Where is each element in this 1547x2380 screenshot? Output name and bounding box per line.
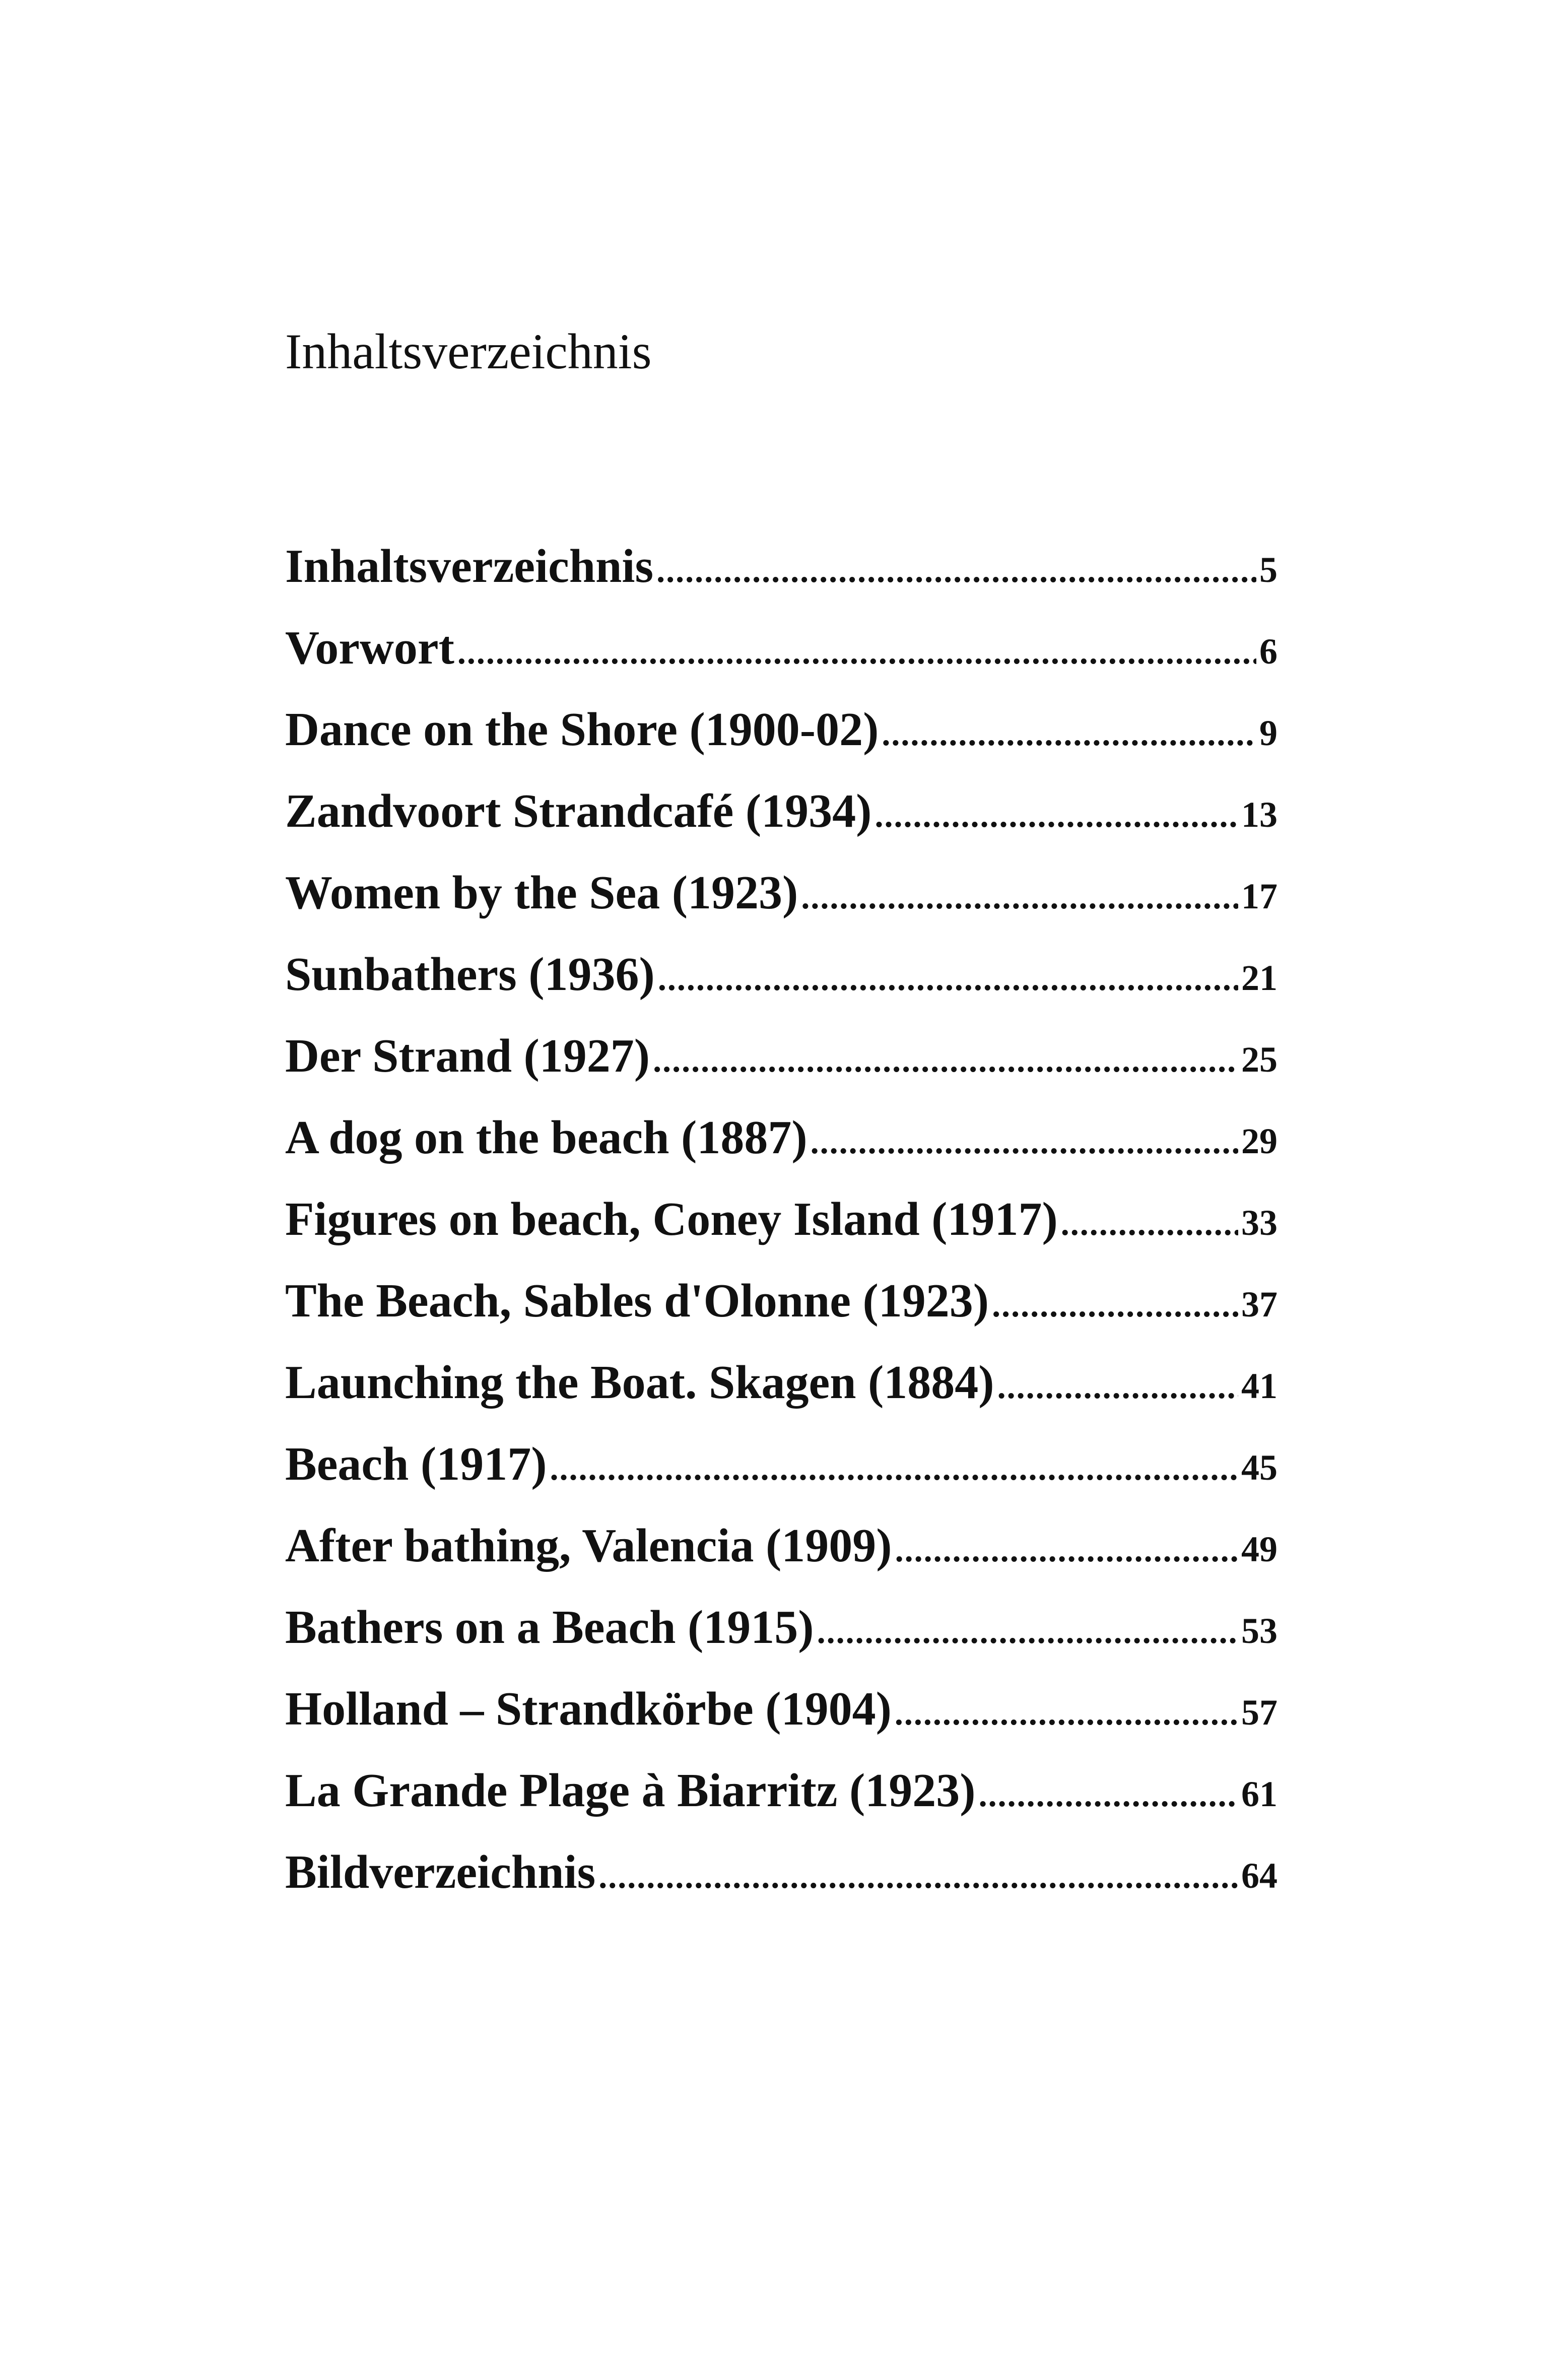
toc-entry-title: Beach (1917) <box>285 1438 547 1490</box>
toc-entry-page: 25 <box>1241 1039 1277 1080</box>
table-of-contents <box>285 539 1277 1927</box>
toc-entry-title: Bildverzeichnis <box>285 1846 596 1898</box>
toc-entry-inhaltsverzeichnis[interactable] <box>285 539 1277 621</box>
dot-leader <box>658 959 1238 999</box>
toc-entry-title: The Beach, Sables d'Olonne (1923) <box>285 1275 989 1327</box>
toc-entry-page: 9 <box>1259 713 1277 753</box>
dot-leader <box>817 1612 1238 1651</box>
toc-entry-bildverzeichnis[interactable] <box>285 1845 1277 1927</box>
toc-entry-page: 17 <box>1241 876 1277 916</box>
toc-entry-sunbathers[interactable] <box>285 947 1277 1029</box>
dot-leader <box>598 1857 1238 1896</box>
dot-leader <box>979 1775 1238 1815</box>
page-title: Inhaltsverzeichnis <box>285 323 652 379</box>
toc-entry-title: Bathers on a Beach (1915) <box>285 1601 814 1654</box>
dot-leader <box>656 551 1256 590</box>
toc-entry-page: 37 <box>1241 1284 1277 1325</box>
dot-leader <box>801 877 1238 917</box>
toc-entry-page: 13 <box>1241 795 1277 835</box>
toc-entry-women-by-the-sea[interactable] <box>285 866 1277 947</box>
toc-entry-page: 61 <box>1241 1774 1277 1814</box>
toc-entry-title: Vorwort <box>285 622 454 674</box>
toc-entry-launching-the-boat[interactable] <box>285 1355 1277 1437</box>
toc-entry-title: La Grande Plage à Biarritz (1923) <box>285 1764 976 1817</box>
toc-entry-beach[interactable] <box>285 1437 1277 1518</box>
toc-entry-page: 5 <box>1259 550 1277 590</box>
toc-entry-title: A dog on the beach (1887) <box>285 1111 808 1164</box>
toc-entry-the-beach-sables[interactable] <box>285 1274 1277 1355</box>
toc-entry-zandvoort-strandcafe[interactable] <box>285 784 1277 866</box>
dot-leader <box>1061 1204 1238 1243</box>
dot-leader <box>457 632 1256 672</box>
toc-entry-bathers-on-a-beach[interactable] <box>285 1600 1277 1682</box>
toc-entry-holland-strandkoerbe[interactable] <box>285 1682 1277 1763</box>
dot-leader <box>992 1285 1238 1325</box>
toc-entry-figures-on-beach[interactable] <box>285 1192 1277 1274</box>
dot-leader <box>811 1122 1238 1162</box>
dot-leader <box>882 714 1256 754</box>
toc-entry-page: 21 <box>1241 958 1277 998</box>
dot-leader <box>653 1040 1238 1080</box>
toc-entry-a-dog-on-the-beach[interactable] <box>285 1110 1277 1192</box>
toc-entry-page: 29 <box>1241 1121 1277 1161</box>
toc-entry-vorwort[interactable] <box>285 621 1277 702</box>
toc-entry-page: 64 <box>1241 1856 1277 1896</box>
dot-leader <box>875 796 1239 835</box>
toc-entry-after-bathing[interactable] <box>285 1518 1277 1600</box>
toc-entry-dance-on-the-shore[interactable] <box>285 702 1277 784</box>
toc-entry-der-strand[interactable] <box>285 1029 1277 1110</box>
dot-leader <box>997 1367 1238 1407</box>
toc-entry-la-grande-plage[interactable] <box>285 1763 1277 1845</box>
toc-entry-title: Dance on the Shore (1900-02) <box>285 703 879 756</box>
toc-entry-page: 6 <box>1259 631 1277 672</box>
dot-leader <box>550 1448 1238 1488</box>
toc-entry-title: Der Strand (1927) <box>285 1030 650 1082</box>
toc-entry-page: 41 <box>1241 1366 1277 1406</box>
toc-entry-page: 49 <box>1241 1529 1277 1569</box>
toc-entry-title: After bathing, Valencia (1909) <box>285 1519 892 1572</box>
toc-entry-title: Women by the Sea (1923) <box>285 867 798 919</box>
toc-entry-title: Launching the Boat. Skagen (1884) <box>285 1356 994 1409</box>
toc-entry-page: 33 <box>1241 1203 1277 1243</box>
toc-entry-page: 53 <box>1241 1611 1277 1651</box>
dot-leader <box>895 1693 1238 1733</box>
toc-entry-title: Inhaltsverzeichnis <box>285 540 654 592</box>
toc-entry-title: Zandvoort Strandcafé (1934) <box>285 785 872 837</box>
toc-entry-page: 57 <box>1241 1692 1277 1733</box>
toc-entry-title: Holland – Strandkörbe (1904) <box>285 1683 892 1735</box>
toc-entry-title: Sunbathers (1936) <box>285 948 655 1001</box>
dot-leader <box>895 1530 1238 1570</box>
toc-entry-title: Figures on beach, Coney Island (1917) <box>285 1193 1058 1245</box>
toc-entry-page: 45 <box>1241 1447 1277 1488</box>
